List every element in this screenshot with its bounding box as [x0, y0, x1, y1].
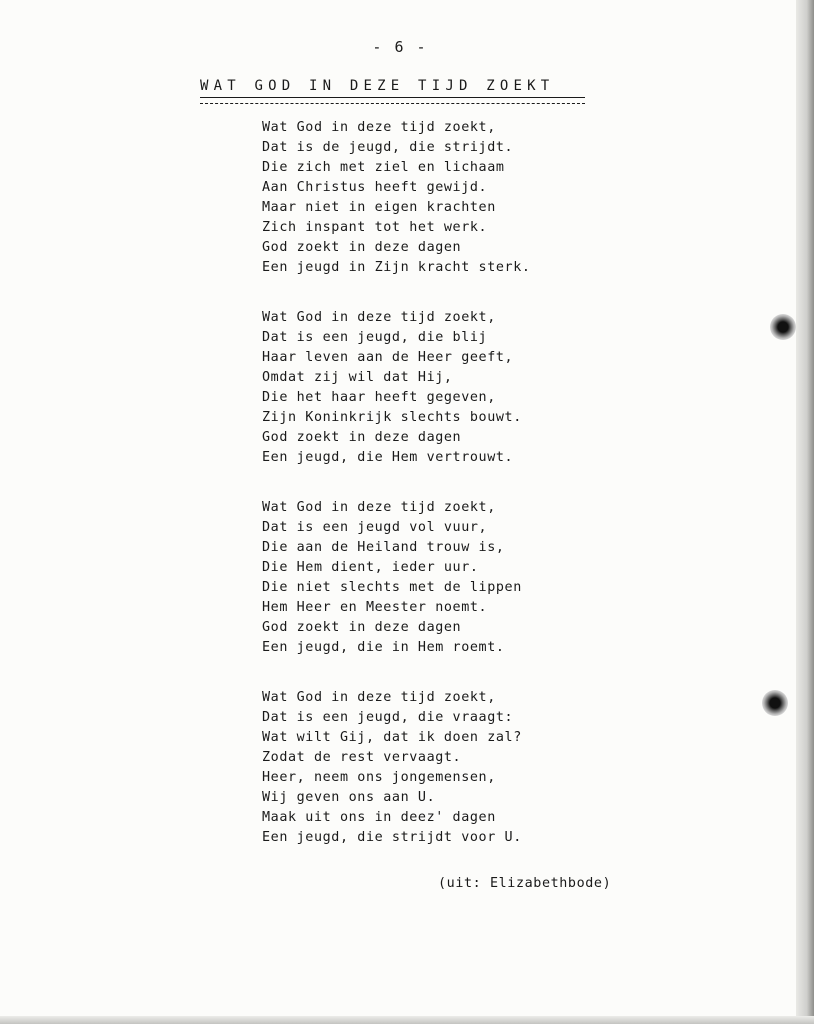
poem-line: Wat God in deze tijd zoekt,	[262, 310, 496, 325]
source-attribution: (uit: Elizabethbode)	[438, 876, 612, 891]
stanza-4	[262, 688, 522, 848]
poem-line: Wat God in deze tijd zoekt,	[262, 120, 496, 135]
binder-hole-upper	[770, 314, 796, 340]
poem-line: Die het haar heeft gegeven,	[262, 390, 496, 405]
poem-line: Een jeugd, die strijdt voor U.	[262, 830, 522, 845]
poem-line: Maak uit ons in deez' dagen	[262, 810, 496, 825]
poem-line: God zoekt in deze dagen	[262, 240, 462, 255]
title-underline	[200, 97, 585, 98]
poem-line: Die aan de Heiland trouw is,	[262, 540, 505, 555]
poem-line: Dat is een jeugd vol vuur,	[262, 520, 488, 535]
stanza-3	[262, 498, 522, 658]
poem-line: Een jeugd, die Hem vertrouwt.	[262, 450, 514, 465]
poem-line: Dat is een jeugd, die vraagt:	[262, 710, 514, 725]
poem-line: Hem Heer en Meester noemt.	[262, 600, 488, 615]
paper-bottom-edge	[0, 1016, 814, 1024]
poem-line: Wat God in deze tijd zoekt,	[262, 500, 496, 515]
poem-line: Die Hem dient, ieder uur.	[262, 560, 479, 575]
poem-line: Dat is de jeugd, die strijdt.	[262, 140, 514, 155]
title-underline-dashed	[200, 103, 585, 104]
poem-line: Dat is een jeugd, die blij	[262, 330, 488, 345]
poem-line: Haar leven aan de Heer geeft,	[262, 350, 514, 365]
stanza-1	[262, 118, 531, 278]
poem-line: Wij geven ons aan U.	[262, 790, 436, 805]
poem-line: Omdat zij wil dat Hij,	[262, 370, 453, 385]
poem-line: Zich inspant tot het werk.	[262, 220, 488, 235]
poem-line: Zijn Koninkrijk slechts bouwt.	[262, 410, 522, 425]
poem-line: God zoekt in deze dagen	[262, 430, 462, 445]
poem-line: Die zich met ziel en lichaam	[262, 160, 505, 175]
poem-line: Die niet slechts met de lippen	[262, 580, 522, 595]
poem-line: God zoekt in deze dagen	[262, 620, 462, 635]
poem-line: Zodat de rest vervaagt.	[262, 750, 462, 765]
poem-title: WAT GOD IN DEZE TIJD ZOEKT	[200, 78, 555, 94]
stanza-2	[262, 308, 522, 468]
poem-line: Heer, neem ons jongemensen,	[262, 770, 496, 785]
binder-hole-lower	[762, 690, 788, 716]
paper-right-edge	[796, 0, 814, 1024]
poem-line: Wat wilt Gij, dat ik doen zal?	[262, 730, 522, 745]
poem-line: Een jeugd, die in Hem roemt.	[262, 640, 505, 655]
page-number: - 6 -	[372, 38, 428, 56]
poem-line: Wat God in deze tijd zoekt,	[262, 690, 496, 705]
poem-line: Aan Christus heeft gewijd.	[262, 180, 488, 195]
poem-line: Maar niet in eigen krachten	[262, 200, 496, 215]
poem-line: Een jeugd in Zijn kracht sterk.	[262, 260, 531, 275]
